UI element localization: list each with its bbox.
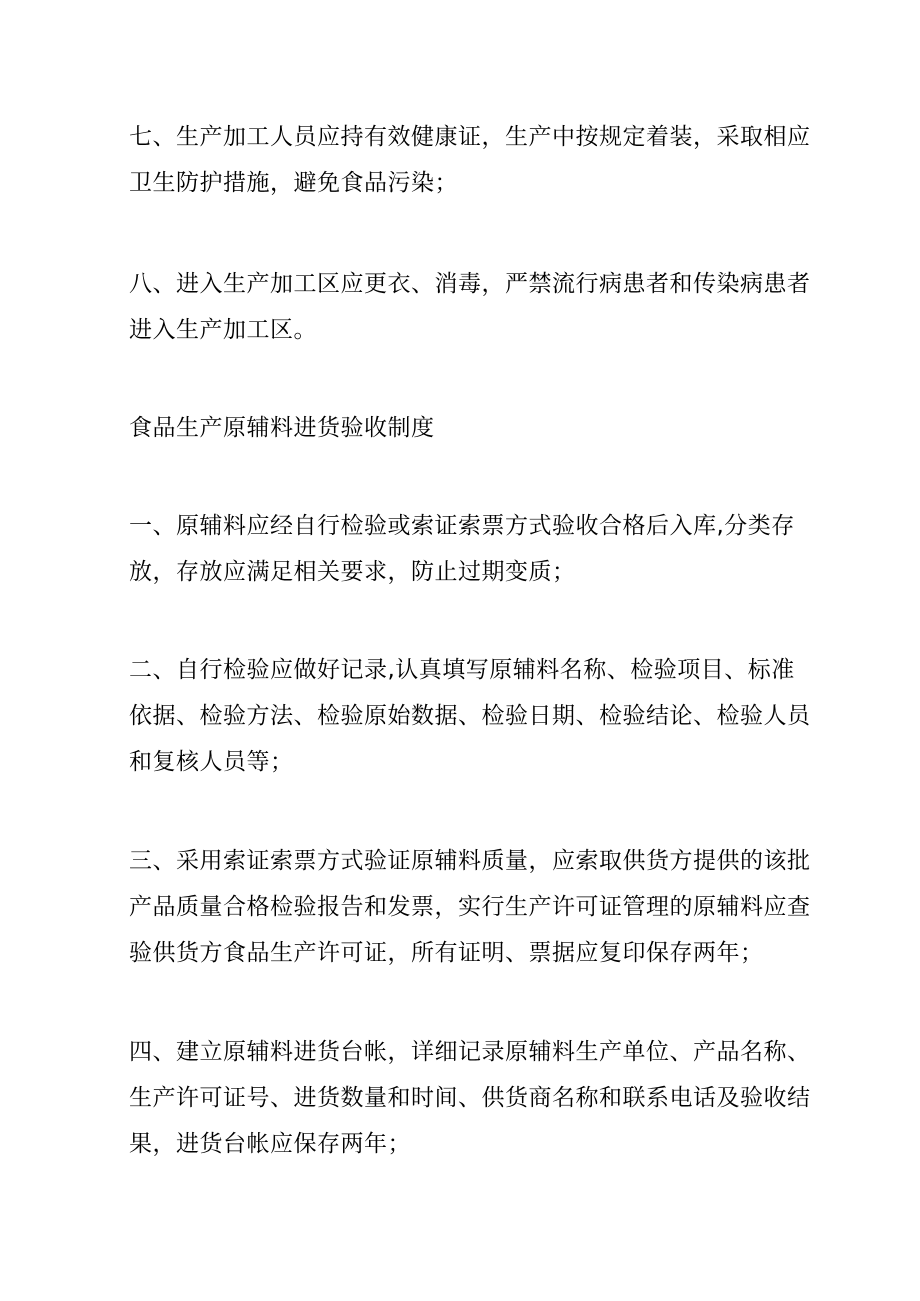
paragraph-line: 依据、检验方法、检验原始数据、检验日期、检验结论、检验人员 (129, 703, 811, 729)
paragraph-line: 果，进货台帐应保存两年； (129, 1131, 411, 1157)
paragraph-line: 四、建立原辅料进货台帐，详细记录原辅料生产单位、产品名称、 (129, 1039, 811, 1065)
paragraph-seven (129, 114, 811, 206)
paragraph-line: 放，存放应满足相关要求，防止过期变质； (129, 559, 576, 585)
paragraph-four (129, 1029, 811, 1167)
paragraph-line: 卫生防护措施，避免食品污染； (129, 170, 458, 196)
paragraph-line: 生产许可证号、进货数量和时间、供货商名称和联系电话及验收结 (129, 1085, 811, 1111)
section-title-text: 食品生产原辅料进货验收制度 (129, 415, 435, 441)
paragraph-line: 二、自行检验应做好记录,认真填写原辅料名称、检验项目、标准 (129, 657, 795, 683)
paragraph-line: 验供货方食品生产许可证，所有证明、票据应复印保存两年； (129, 940, 764, 966)
paragraph-line: 进入生产加工区。 (129, 317, 317, 343)
paragraph-one (129, 503, 797, 595)
paragraph-line: 产品质量合格检验报告和发票，实行生产许可证管理的原辅料应查 (129, 894, 811, 920)
paragraph-line: 和复核人员等； (129, 749, 294, 775)
section-title (129, 405, 797, 451)
paragraph-line: 八、进入生产加工区应更衣、消毒，严禁流行病患者和传染病患者 (129, 271, 811, 297)
paragraph-line: 七、生产加工人员应持有效健康证，生产中按规定着装，采取相应 (129, 124, 811, 150)
paragraph-two (129, 647, 811, 785)
paragraph-three (129, 838, 811, 976)
paragraph-eight (129, 261, 811, 353)
paragraph-line: 三、采用索证索票方式验证原辅料质量，应索取供货方提供的该批 (129, 848, 811, 874)
paragraph-line: 一、原辅料应经自行检验或索证索票方式验收合格后入库,分类存 (129, 513, 795, 539)
